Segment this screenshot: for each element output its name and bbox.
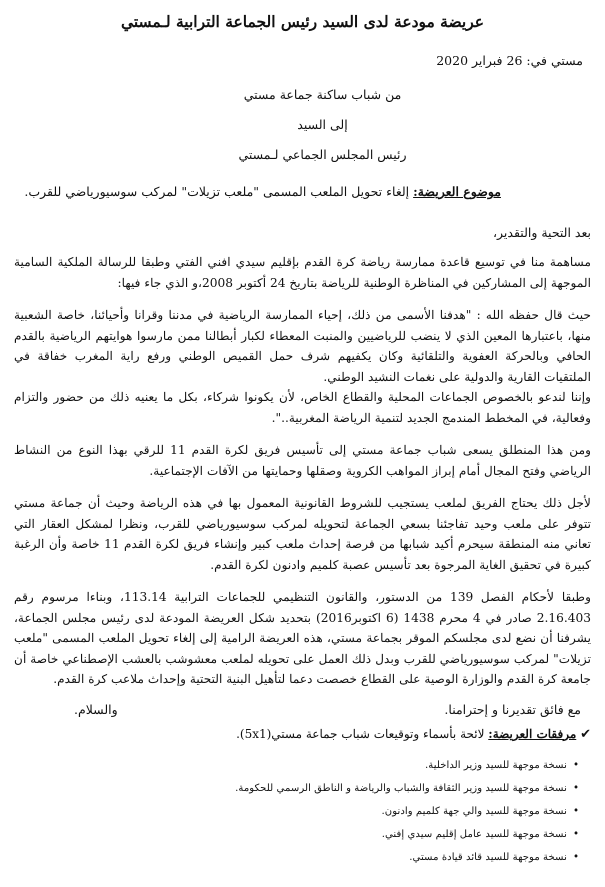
body-paragraph: مساهمة منا في توسيع قاعدة ممارسة رياضة كرة القدم بإقليم سيدي افني الفتي وطبقا للرسالة الملكية السامية الموجهة إلى المشاركين في المناظرة الوطنية للرياضة بتاريخ 24 أكتوبر 2008،و الذي جاء فيها: — [14, 255, 591, 290]
closing — [14, 702, 591, 717]
body-paragraph: لأجل ذلك يحتاج الفريق لملعب يستجيب للشروط القانونية المعمول بها في هذه الرياضة وحيث أن جماعة مستي تتوفر على ملعب وحيد تفاجئنا بسعي الجماعة لتحويله لمركب سوسيورياضي للقرب، ونظرا لمشكل العقار التي تعاني منه المنطقة سيحرم أكيد شبابها من فرصة إحداث ملعب كبير وإنشاء فريق لكرة القدم 11 خاصة وأن الرغبة كبيرة في تحقيق الغاية المرجوة بعد تأسيس عصبة كلميم وادنون لكرة القدم. — [14, 496, 592, 572]
attachments-text: لائحة بأسماء وتوقيعات شباب جماعة مستي(5x1). — [236, 726, 485, 741]
list-item: • نسخة موجهة للسيد عامل إقليم سيدي إفني. — [14, 823, 579, 846]
sender-line: من شباب ساكنة جماعة مستي — [243, 87, 402, 102]
document-date: مستي في: 26 فبراير 2020 — [436, 53, 583, 68]
checkmark-icon: ✔ — [580, 726, 591, 742]
list-item: • نسخة موجهة للسيد وزير الثقافة والشباب والرياضة و الناطق الرسمي للحكومة. — [14, 777, 579, 800]
greeting: بعد التحية والتقدير، — [493, 225, 591, 240]
body-paragraph: وإننا لندعو بالخصوص الجماعات المحلية والقطاع الخاص، لأن يكونوا شركاء، بكل ما يعنيه ذلك من حضور والتزام وفعالية، في المخطط المندمج الجديد لتنمية الرياضة المغربية..". — [14, 390, 591, 425]
closing-regards: مع فائق تقديرنا و إحترامنا. — [444, 701, 581, 717]
subject-label: موضوع العريضة: — [413, 184, 501, 199]
to-line: إلى السيد — [297, 117, 348, 132]
body-paragraph: حيث قال حفظه الله : "هدفنا الأسمى من ذلك، إحياء الممارسة الرياضية في مدننا وقرانا وأحيائنا، خاصة الشعبية منها، باعتبارها المعين الذي لا ينضب للرياضيين والمنبت المعطاء لكبار أبطالنا ممن مارسوا هوايتهم الرياضية بالقدم الحافي وبالحركة العفوية والتلقائية وكان يكفيهم شرف حمل القميص الوطني ورفع راية المغرب خفاقة في الملتقيات القارية والدولية على نغمات النشيد الوطني. — [14, 308, 591, 384]
body-paragraph: ومن هذا المنطلق يسعى شباب جماعة مستي إلى تأسيس فريق لكرة القدم 11 للرقي بهذا النوع من النشاط الرياضي وفتح المجال أمام إبراز المواهب الكروية وصقلها وحمايتها من الآفات الإجتماعية. — [14, 443, 591, 478]
list-item: • نسخة موجهة للسيد قائد قيادة مستي. — [14, 846, 579, 869]
closing-salam: والسلام. — [74, 701, 118, 717]
attachments-line — [14, 727, 591, 742]
attachments-label: مرفقات العريضة: — [488, 726, 577, 741]
subject-line — [14, 184, 591, 199]
list-item: • نسخة موجهة للسيد والي جهة كلميم وادنون. — [14, 800, 579, 823]
list-item: • نسخة موجهة للسيد وزير الداخلية. — [14, 754, 579, 777]
document-title: عريضة مودعة لدى السيد رئيس الجماعة الترابية لـمستي — [120, 12, 485, 31]
body-paragraph: وطبقا لأحكام الفصل 139 من الدستور، والقانون التنظيمي للجماعات الترابية 113.14، وبناءا مرسوم رقم 2.16.403 صادر في 4 محرم 1438 (6 اكتوبر2016) بتحديد شكل العريضة المودعة لدى رئيس مجلس الجماعة، يشرفنا أن نضع لدى مجلسكم الموقر بجماعة مستي، هذه العريضة الرامية إلى إلغاء تحويل الملعب المسمى "ملعب تزيلات" لمركب سوسيورياضي للقرب وبدل ذلك العمل على تحويله لملعب معشوشب بالعشب الإصطناعي خاصة أن جامعة كرة القدم والوزارة الوصية على القطاع خصصت دعما لتأهيل البنية التحتية وإحداث ملاعب كرة القدم. — [14, 590, 592, 686]
subject-text: إلغاء تحويل الملعب المسمى "ملعب تزيلات" لمركب سوسيورياضي للقرب. — [24, 184, 410, 199]
address-block — [14, 80, 591, 170]
recipient-line: رئيس المجلس الجماعي لـمستي — [238, 147, 407, 162]
copies-list — [14, 754, 591, 869]
